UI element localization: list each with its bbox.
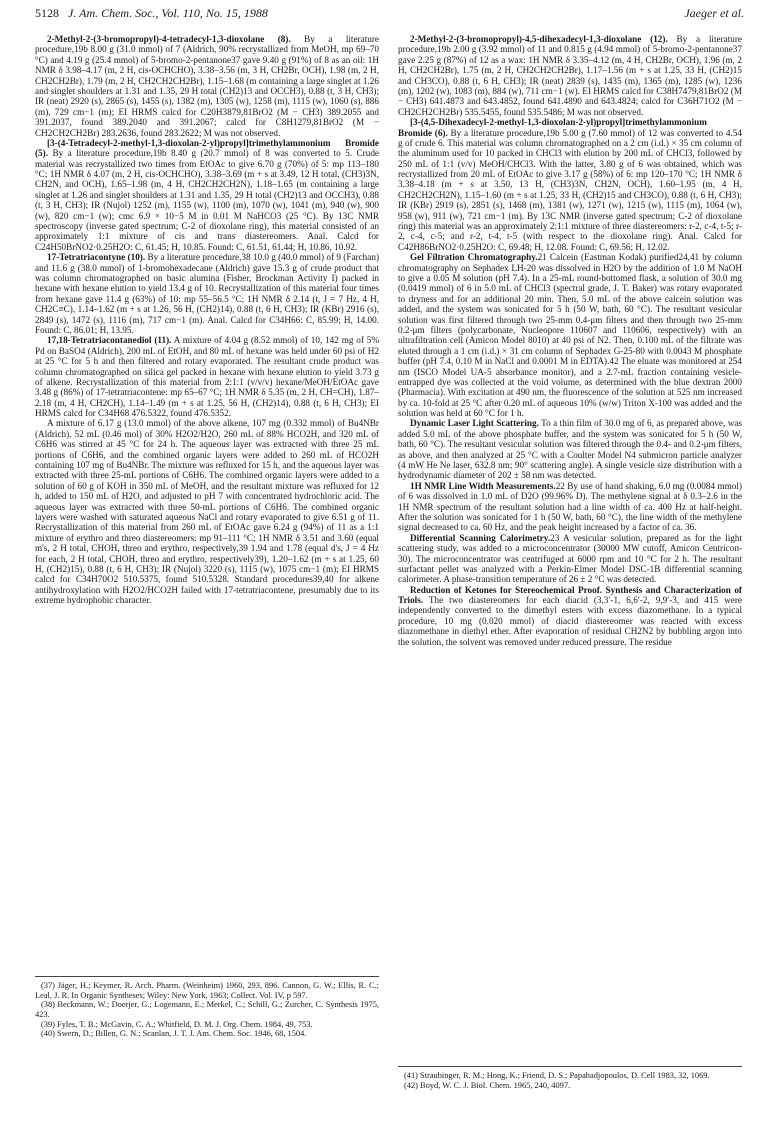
paragraph-text: 23 A vesicular solution, prepared as for the light scattering study, was added to a microconcentrator (30000 MW cutoff, Amicon Centricon-30). The microconcentrator was centrifuged at 6000 rpm and 10 °C for 2 h. The resultant surfactant pellet was analyzed with a Perkin-Elmer Model DSC-1B differential scanning calorimeter. A phase-transition temperature of 26 ± 2 °C was detected.	[398, 532, 742, 585]
paragraph	[398, 252, 742, 418]
paragraph-text: To a thin film of 30.0 mg of 6, as prepared above, was added 5.0 mL of the above phosphate buffer, and the system was sonicated for 5 h (50 W, bath, 60 °C). The resultant vesicular solution was filtered through the 0.4- and 0.2-μm filters, as above, and then analyzed at 25 °C with a Coulter Model N4 submicron particle analyzer (4 mW He Ne laser, 632.8 nm; 90° scattering angle). A single vesicle size distribution with a hydrodynamic diameter of 202 ± 58 nm was detected.	[398, 418, 742, 481]
section-heading: 2-Methyl-2-(3-bromopropyl)-4-tetradecyl-1,3-dioxolane (8).	[47, 34, 291, 44]
paragraph-text: By a literature procedure,38 10.0 g (40.0 mmol) of 9 (Farchan) and 11.6 g (38.0 mmol) of 1-bromohexadecane (Aldrich) gave 15.3 g of crude product that was column chromatographed on basic alumina (Fisher, Brockman Activity I) packed in hexane with hexane elution to yield 13.4 g of 10. Recrystallization of this material four times from hexane gave 11.4 g (63%) of 10: mp 55–56.5 °C; 1H NMR δ 2.14 (t, J = 7 Hz, 4 H, CH2C≡C), 1.14–1.62 (m + s at 1.26, 56 H, (CH2)14), 0.88 (t, 6 H, CH3); IR (KBr) 2916 (s), 2849 (s), 1472 (s), 1116 (m), 717 cm−1 (m). Anal. Calcd for C34H66: C, 85.99; H, 14.00. Found: C, 86.01; H, 13.95.	[35, 252, 379, 335]
footnote-rule	[35, 976, 379, 977]
page-number: 5128	[35, 6, 59, 20]
section-heading: 17,18-Tetratriacontanediol (11).	[47, 335, 172, 346]
paragraph-text: By a literature procedure,19b 8.00 g (31.0 mmol) of 7 (Aldrich, 90% recrystallized from MeOH, mp 69–70 °C) and 4.19 g (25.4 mmol) of 5-bromo-2-pentanone37 gave 9.40 g (91%) of 8 as an oil: 1H NMR δ 3.98–4.17 (m, 2 H, cis-OCHCHO), 3.38–3.56 (m, 3 H, CH2Br, OCH), 1.98 (m, 2 H, CH2CH2Br), 1.79 (m, 2 H, CH2CH2CH2Br), 1.15–1.68 (m containing a large singlet at 1.26 and singlet shoulders at 1.31 and 1.35, 29 H total (CH2)13 and OCCH3), 0.88 (t, 3 H, CH3); IR (neat) 2920 (s), 2865 (s), 1455 (s), 1382 (m), 1305 (w), 1258 (m), 1115 (w), 1060 (s), 886 (m), 729 cm−1 (m); EI HRMS calcd for C20H3879,81BrO2 (M − CH3) 389.2055 and 391.2037, found 389.2040 and 391.2067; calcd for C8H1279,81BrO2 (M − CH2CH2CH2Br) 283.2636, found 283.2622; M was not observed.	[35, 34, 379, 138]
paragraph-text: A mixture of 4.04 g (8.52 mmol) of 10, 142 mg of 5% Pd on BaSO4 (Aldrich), 200 mL of EtOH, and 80 mL of hexane was held under 60 psi of H2 at 25 °C for 5 h and then filtered and rotary evaporated. The resultant crude product was column chromatographed on silica gel packed in hexane with hexane elution to yield 3.73 g of alkene. Recrystallization of this material from 2:1:1 (v/v/v) hexane/MeOH/EtOAc gave 3.48 g (86%) of 17-tetratriacontene: mp 65–67 °C; 1H NMR δ 5.35 (m, 2 H, CH=CH), 1.87–2.18 (m, 4 H, CH2CH), 1.14–1.49 (m + s at 1.25, 56 H, (CH2)14), 0.88 (t, 6 H, CH3); EI HRMS calcd for C34H68 476.5322, found 476.5352.	[35, 335, 379, 419]
paragraph-text: By a literature procedure,19b 5.00 g (7.60 mmol) of 12 was converted to 4.54 g of crude 6. This material was column chromatographed on a 2 cm (i.d.) × 35 cm column of the aluminum used for 10 packed in CHCl3 with elution by 200 mL of CHCl3, followed by 250 mL of 1:1 (v/v) MeOH/CHCl3. With the latter, 3.80 g of 6 was obtained, which was recrystallized from 20 mL of EtOAc to give 3.17 g (58%) of 6: mp 120–170 °C; 1H NMR δ 3.38–4.18 (m + s at 3.50, 13 H, (CH3)3N, CH2N, OCH), 1.60–1.95 (m, 4 H, CH2CH2CH2N), 1.15–1.60 (m + s at 1.25, 33 H, (CH2)15 and CH3CO), 0.88 (t, 6 H, CH3); IR (KBr) 2919 (s), 2851 (s), 1468 (m), 1381 (w), 1271 (w), 1215 (w), 1115 (m), 1064 (w), 958 (w), 911 (w), 721 cm−1 (m). By 13C NMR (inverse gated spectrum; C-2 of dioxolane ring) this material was an approximately 2:1:1 mixture of three diastereomers: r-2, c-4, t-5; r-2, c-4, c-5; and r-2, t-4, t-5 (with respect to the dioxolane ring). Anal. Calcd for C42H86BrNO2·0.25H2O: C, 69.48; H, 12.08. Found: C, 69.56; H, 12.02.	[398, 127, 742, 252]
paragraph	[35, 418, 379, 605]
paragraph	[398, 481, 742, 533]
paragraph	[398, 34, 742, 117]
footnotes-right	[398, 1066, 742, 1090]
right-column	[398, 34, 742, 647]
paragraph-text: By a literature procedure,19b 2.00 g (3.92 mmol) of 11 and 0.815 g (4.94 mmol) of 5-bromo-2-pentanone37 gave 2.25 g (87%) of 12 as a wax: 1H NMR δ 3.35–4.12 (m, 4 H, CH2Br, OCH), 1.96 (m, 2 H, CH2CH2Br), 1.75 (m, 2 H, CH2CH2CH2Br), 1.17–1.56 (m + s at 1.25, 33 H, (CH2)15 and CH3CO), 0.88 (t, 6 H, CH3); IR (neat) 2839 (s), 1435 (m), 1365 (m), 1285 (w), 1236 (m), 1202 (w), 1083 (m), 884 (w), 711 cm−1 (w). EI HRMS calcd for C38H7479,81BrO2 (M − CH3) 641.4873 and 643.4852, found 641.4890 and 643.4824; calcd for C36H71O2 (M − CH2CH2CH2Br) 535.5455, found 535.5486; M was not observed.	[398, 34, 742, 117]
footnote: (38) Beckmann, W.; Doerjer, G.; Logemann, E.; Merkel, C.; Schill, G.; Zurcher, C. Synthesis 1975, 423.	[35, 1000, 379, 1019]
section-heading: 2-Methyl-2-(3-bromopropyl)-4,5-dihexadecyl-1,3-dioxolane (12).	[410, 34, 668, 44]
paragraph-text: By a literature procedure,19b 8.40 g (20.7 mmol) of 8 was converted to 5. Crude material was recrystallized two times from EtOAc to give 6.70 g (70%) of 5: mp 113–180 °C; 1H NMR δ 4.07 (m, 2 H, cis-OCHCHO), 3.38–3.69 (m + s at 3.49, 12 H total, (CH3)3N, CH2N, and OCH), 1.65–1.98 (m, 4 H, CH2CH2CH2N), 1.18–1.65 (m containing a large singlet at 1.26 and singlet shoulders at 1.31 and 1.35, 29 H total (CH2)13 and OCCH3), 0.88 (t, 3 H, CH3); IR (Nujol) 1252 (m), 1155 (w), 1100 (m), 1070 (w), 1041 (m), 940 (w), 900 (w), 820 cm−1 (w); cmc 6.9 × 10−5 M in 0.01 M NaHCO3 (25 °C). By 13C NMR spectroscopy (inverse gated spectrum; C-2 of dioxolane ring), this material consisted of an approximately 1:1 mixture of cis and trans diastereomers. Anal. Calcd for C24H50BrNO2·0.25H2O: C, 61.45; H, 10.85. Found: C, 61.51, 61.44; H, 10.86, 10.92.	[35, 148, 379, 252]
paragraph	[398, 533, 742, 585]
footnote: (42) Boyd, W. C. J. Biol. Chem. 1965, 240, 4097.	[404, 1080, 571, 1090]
paragraph-text: 22 By use of hand shaking, 6.0 mg (0.0084 mmol) of 6 was dissolved in 1.0 mL of D2O (99.96% D). The methylene signal at δ 0.3–2.6 in the 1H NMR spectrum of the resultant solution had a line width of ca. 400 Hz at half-height. After the solution was sonicated for 1 h (50 W, bath, 60 °C), the line width of the methylene signal decreased to ca. 60 Hz, and the peak height increased by a factor of ca. 36.	[398, 480, 742, 533]
paragraph-text: A mixture of 6.17 g (13.0 mmol) of the above alkene, 107 mg (0.332 mmol) of Bu4NBr (Aldrich), 52 mL (0.46 mol) of 30% H2O2/H2O, 260 mL of 88% HCO2H, and 320 mL of C6H6 was stirred at 45 °C for 24 h. The aqueous layer was extracted with three 25 mL portions of C6H6, and the combined organic layers were added to 260 mL of HCO2H containing 107 mg of Bu4NBr. The mixture was refluxed for 15 h, and the aqueous layer was extracted with three 25-mL portions of C6H6. The combined organic layers were added to a solution of 60 g of KOH in 350 mL of MeOH, and the resultant mixture was refluxed for 12 h, added to 150 mL of H2O, and adjusted to pH 7 with concentrated hydrochloric acid. The aqueous layer was extracted with three 50-mL portions of C6H6. The combined organic layers were washed with saturated aqueous NaCl and rotary evaporated to give 6.51 g of 11. Recrystallization of this material from 260 mL of EtOAc gave 6.24 g (94%) of 11 as a 1:1 mixture of erythro and threo diastereomers: mp 91–111 °C; 1H NMR δ 3.51 and 3.60 (equal m's, 2 H total, CHOH, threo and erythro, respectively,39 1.94 and 1.78 (equal d's, J = 4 Hz for each, 2 H total, CHOH, threo and erythro, respectively39), 1.20–1.62 (m + s at 1.25, 60 H, (CH2)15), 0.88 (t, 6 H, CH3); IR (Nujol) 3220 (s), 1115 (w), 1075 cm−1 (m); EI HRMS calcd for C34H70O2 510.5375, found 510.5328. Standard procedures39,40 for alkene antihydroxylation with H2O2/HCO2H failed with 17-tetratriacontene, presumably due to its extreme hydrophobic character.	[35, 418, 379, 606]
paragraph	[35, 252, 379, 335]
paragraph	[35, 138, 379, 252]
journal-citation: J. Am. Chem. Soc., Vol. 110, No. 15, 1988	[68, 6, 268, 20]
paragraph	[35, 335, 379, 418]
footnotes-left	[35, 976, 379, 1039]
footnote: (40) Swern, D.; Billen, G. N.; Scanlan, J. T. J. Am. Chem. Soc. 1946, 68, 1504.	[41, 1029, 307, 1039]
paragraph	[398, 585, 742, 647]
left-column	[35, 34, 379, 605]
running-header	[35, 6, 744, 24]
section-heading: Reduction of Ketones for Stereochemical Proof. Synthesis and Characterization of Triols.	[398, 584, 742, 606]
section-heading: [3-(4,5-Dihexadecyl-2-methyl-1,3-dioxolan-2-yl)propyl]trimethylammonium Bromide (6).	[398, 117, 707, 138]
section-heading: Differential Scanning Calorimetry.	[410, 532, 551, 543]
footnote: (39) Fyles, T. B.; McGavin, C. A.; Whitfield, D. M. J. Org. Chem. 1984, 49, 753.	[41, 1019, 313, 1029]
paragraph	[398, 418, 742, 480]
section-heading: [3-(4-Tetradecyl-2-methyl-1,3-dioxolan-2-yl)propyl]trimethylammonium Bromide (5).	[35, 137, 379, 159]
section-heading: 17-Tetratriacontyne (10).	[47, 252, 146, 263]
paragraph	[398, 117, 742, 252]
section-heading: Gel Filtration Chromatography.	[410, 252, 538, 263]
section-heading: 1H NMR Line Width Measurements.	[410, 480, 556, 491]
author-line: Jaeger et al.	[684, 6, 744, 20]
paragraph-text: The two diastereomers for each diacid (3,3′-1, 6,6′-2, 9,9′-3, and 415 were independently converted to the dimethyl esters with excess diazomethane. In a typical procedure, 10 mg (0.020 mmol) of diacid diastereomer was reacted with excess diazomethane in diethyl ether. After evaporation of residual CH2N2 by bubbling argon into the solution, the solvent was removed under reduced pressure. The residue	[398, 595, 742, 647]
footnote-rule	[398, 1066, 742, 1067]
footnote: (37) Jäger, H.; Keymer, R. Arch. Pharm. (Weinheim) 1960, 293, 896. Cannon, G. W.; Ellis, R. C.; Leal, J. R. In Organic Syntheses; Wiley: New York, 1963; Collect. Vol. IV, p 597.	[35, 981, 379, 1000]
footnote: (41) Straubinger, R. M.; Hong, K.; Friend, D. S.; Papahadjopoulos, D. Cell 1983, 32, 1069.	[404, 1071, 710, 1080]
paragraph	[35, 34, 379, 138]
section-heading: Dynamic Laser Light Scattering.	[410, 418, 539, 429]
paragraph-text: 21 Calcein (Eastman Kodak) purified24,41 by column chromatography on Sephadex LH-20 was dissolved in H2O by the addition of 1.0 M NaOH to give a 0.05 M solution (pH 7.4). In a 25-mL round-bottomed flask, a solution of 30.0 mg (0.0419 mmol) of 6 in 5.0 mL of CHCl3 (spectral grade, J. T. Baker) was rotary evaporated to dryness and for an additional 20 min. Then, 5.0 mL of the above calcein solution was added, and the system was sonicated for 5 h (50 W, bath, 60 °C). The resultant vesicular solution was first filtered through two 25-mm 0.4-μm filters and then through two 25-mm 0.2-μm filters (polycarbonate, Nucleopore 110607 and 110606, respectively) with an ultrafiltration cell (Amicon Model 8010) at 40 psi of N2. Then, 0.100 mL of the filtrate was eluted through a 1 cm (i.d.) × 31 cm column of Sephadex G-25-80 with 0.0043 M phosphate buffer (pH 7.4, 0.10 M in NaCl and 0.0001 M in EDTA).42 The eluate was monitored at 254 nm (ISCO Model UA-5 absorbance monitor), and a 2.7-mL fraction containing vesicle-entrapped dye was collected at the void volume, as determined with the blue dextran 2000 (Pharmacia). With excitation at 490 nm, the fluorescence of the solution at 525 nm increased by ca. 10-fold at 25 °C after 0.20 mL of aqueous 10% (w/w) Triton X-100 was added and the solution was held at 60 °C for 1 h.	[398, 252, 742, 419]
